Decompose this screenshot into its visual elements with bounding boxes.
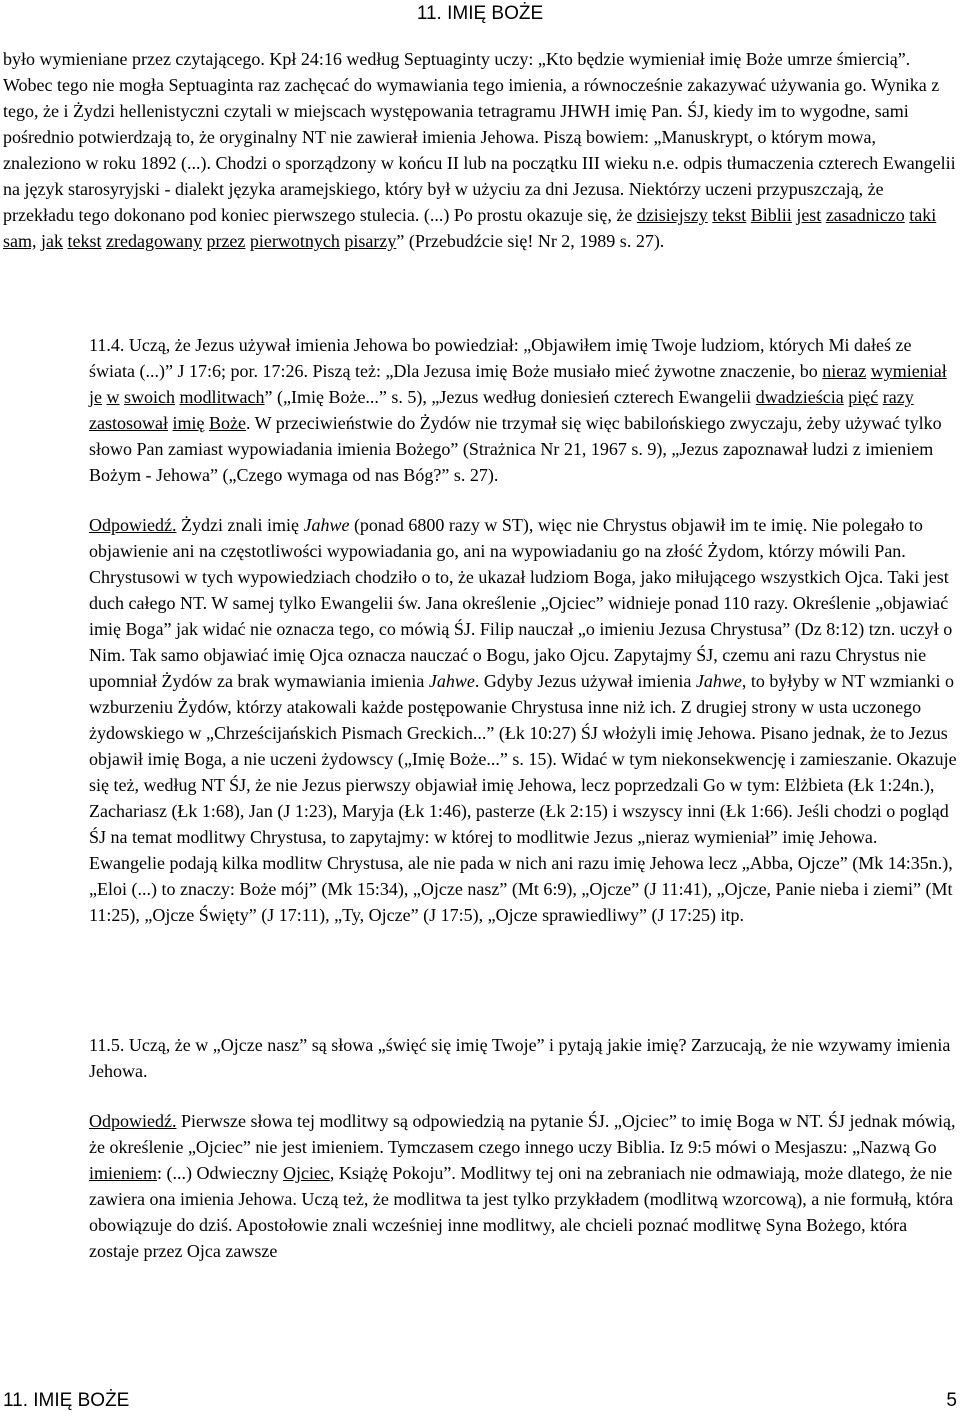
paragraph-odpowiedz-1: Odpowiedź. Żydzi znali imię Jahwe (ponad 6800 razy w ST), więc nie Chrystus objawił im te imię. Nie polegało to objawienie ani na częstotliwości wypowiadania go, ani na wypowiadaniu go na złość Żydom, którzy mówili Pan. Chrystusowi w tych wypowiedziach chodziło o to, że ukazał ludziom Boga, jako miłującego wszystkich Ojca. Taki jest duch całego NT. W samej tylko Ewangelii św. Jana określenie „Ojciec” widnieje ponad 110 razy. Określenie „objawiać imię Boga” jak widać nie oznacza tego, co mówią ŚJ. Filip nauczał „o imieniu Jezusa Chrystusa” (Dz 8:12) tzn. uczył o Nim. Tak samo objawiać imię Ojca oznacza nauczać o Bogu, jako Ojcu. Zapytajmy ŚJ, czemu ani razu Chrystus nie upomniał Żydów za brak wymawiania imienia Jahwe. Gdyby Jezus używał imienia Jahwe, to byłyby w NT wzmianki o wzburzeniu Żydów, którzy atakowali każde postępowanie Chrystusa inne niż ich. Z drugiej strony w usta uczonego żydowskiego w „Chrześcijańskich Pismach Greckich...” (Łk 10:27) ŚJ włożyli imię Jehowa. Pisano jednak, że to Jezus objawił imię Boga, a nie uczeni żydowscy („Imię Boże...” s. 15). Widać w tym niekonsekwencję i zamieszanie. Okazuje się też, według NT ŚJ, że nie Jezus pierwszy objawiał imię Jehowa, lecz poprzedzali Go w tym: Elżbieta (Łk 1:24n.), Zachariasz (Łk 1:68), Jan (J 1:23), Maryja (Łk 1:46), pasterze (Łk 2:15) i wszyscy inni (Łk 1:66). Jeśli chodzi o pogląd ŚJ na temat modlitwy Chrystusa, to zapytajmy: w której to modlitwie Jezus „nieraz wymieniał” imię Jehowa. Ewangelie podają kilka modlitw Chrystusa, ale nie pada w nich ani razu imię Jehowa lecz „Abba, Ojcze” (Mk 14:35n.), „Eloi (...) to znaczy: Boże mój” (Mk 15:34), „Ojcze nasz” (Mt 6:9), „Ojcze” (J 11:41), „Ojcze, Panie nieba i ziemi” (Mt 11:25), „Ojcze Święty” (J 17:11), „Ty, Ojcze” (J 17:5), „Ojcze sprawiedliwy” (J 17:25) itp.: [89, 515, 957, 925]
answer-label: Odpowiedź.: [89, 1111, 177, 1131]
paragraph-1: [3, 46, 957, 254]
paragraph-11-4: 11.4. Uczą, że Jezus używał imienia Jehowa bo powiedział: „Objawiłem imię Twoje ludziom, których Mi dałeś ze świata (...)” J 17:6; por. 17:26. Piszą też: „Dla Jezusa imię Boże musiało mieć żywotne znaczenie, bo nieraz wymieniał je w swoich modlitwach” („Imię Boże...” s. 5), „Jezus według doniesień czterech Ewangelii dwadzieścia pięć razy zastosował imię Boże. W przeciwieństwie do Żydów nie trzymał się więc babilońskiego zwyczaju, żeby używać tylko słowo Pan zamiast wypowiadania imienia Bożego” (Strażnica Nr 21, 1967 s. 9), „Jezus zapoznawał ludzi z imieniem Bożym - Jehowa” („Czego wymaga od nas Bóg?” s. 27).: [89, 335, 947, 485]
header-title: 11. IMIĘ BOŻE: [416, 3, 544, 24]
answer-label: Odpowiedź.: [89, 515, 177, 535]
p1-tail: ” (Przebudźcie się! Nr 2, 1989 s. 27).: [396, 231, 665, 251]
footer-title: 11. IMIĘ BOŻE: [3, 1390, 130, 1411]
section-number-11-4: 11.4.: [89, 335, 125, 355]
paragraph-odpowiedz-2: Odpowiedź. Pierwsze słowa tej modlitwy są odpowiedzią na pytanie ŚJ. „Ojciec” to imię Boga w NT. ŚJ jednak mówią, że określenie „Ojciec” nie jest imieniem. Tymczasem czego innego uczy Biblia. Iz 9:5 mówi o Mesjaszu: „Nazwą Go imieniem: (...) Odwieczny Ojciec, Książę Pokoju”. Modlitwy tej oni na zebraniach nie odmawiają, może dlatego, że nie zawiera ona imienia Jehowa. Uczą też, że modlitwa ta jest tylko przykładem (modlitwą wzorcową), a nie formułą, która obowiązuje do dziś. Apostołowie znali wcześniej inne modlitwy, ale chcieli poznać modlitwę Syna Bożego, która zostaje przez Ojca zawsze: [89, 1111, 956, 1261]
paragraph-11-5: 11.5. Uczą, że w „Ojcze nasz” są słowa „święć się imię Twoje” i pytają jakie imię? Zarzucają, że nie wzywamy imienia Jehowa.: [89, 1035, 951, 1081]
page-number: 5: [946, 1390, 957, 1411]
p1-underlined-quote: dzisiejszy tekst Biblii jest zasadniczo taki sam, jak tekst zredagowany przez pierwotnych pisarzy: [3, 205, 937, 251]
section-number-11-5: 11.5.: [89, 1035, 125, 1055]
page-header: [0, 3, 960, 25]
page-footer: [3, 1390, 957, 1414]
document-body: [3, 46, 957, 1264]
p1-text: było wymieniane przez czytającego. Kpł 24:16 według Septuaginty uczy: „Kto będzie wymieniał imię Boże umrze śmiercią”. Wobec tego nie mogła Septuaginta raz zachęcać do wymawiania tego imienia, a równocześnie zakazywać używania go. Wynika z tego, że i Żydzi hellenistyczni czytali w miejscach występowania tetragramu JHWH imię Pan. ŚJ, kiedy im to wygodne, sami pośrednio potwierdzają to, że oryginalny NT nie zawierał imienia Jehowa. Piszą bowiem: „Manuskrypt, o którym mowa, znaleziono w roku 1892 (...). Chodzi o sporządzony w końcu II lub na początku III wieku n.e. odpis tłumaczenia czterech Ewangelii na język starosyryjski - dialekt języka aramejskiego, który był w użyciu za dni Jezusa. Niektórzy uczeni przypuszczają, że przekładu tego dokonano pod koniec pierwszego stulecia. (...) Po prostu okazuje się, że: [3, 49, 956, 225]
